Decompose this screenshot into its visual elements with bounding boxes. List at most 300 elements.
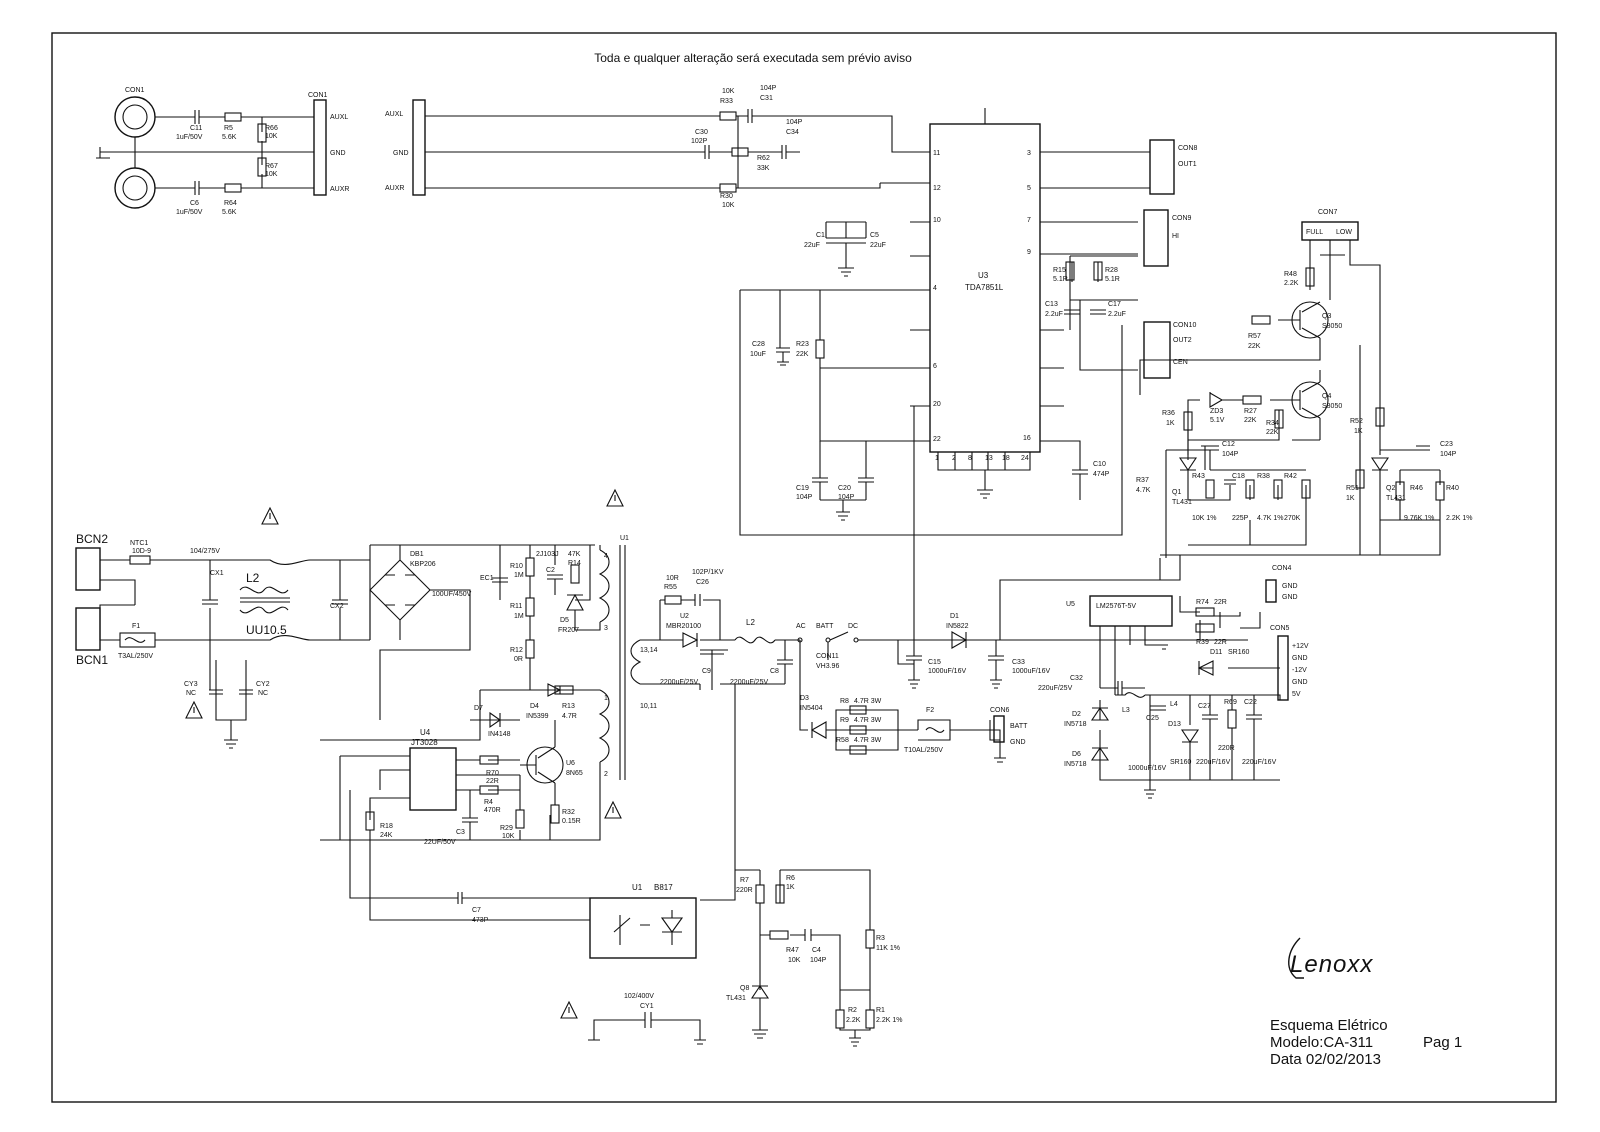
d4-ref: D4 [530,703,539,710]
con6-gnd: GND [1010,739,1026,746]
q4-val: S8050 [1322,403,1343,410]
con9-label: HI [1172,233,1179,240]
u3-pin-5: 5 [1027,185,1031,192]
c15-val: 1000uF/16V [928,668,967,675]
r43-val: 10K 1% [1192,515,1217,522]
c31-val: 104P [760,85,777,92]
d3-ref: D3 [800,695,809,702]
control-section [1136,209,1472,580]
q3-ref: Q3 [1322,313,1332,320]
d2-ref: D2 [1072,711,1081,718]
r55-val: 10R [666,575,679,582]
d7-val: IN4148 [488,731,511,738]
r9-val: 4.7R 3W [854,717,882,724]
c2-ref: C2 [546,567,555,574]
con10-out2: OUT2 [1173,337,1192,344]
q3-val: S8050 [1322,323,1343,330]
r38-ref: R38 [1257,473,1270,480]
con4-block [1266,580,1276,602]
r58-ref: R58 [836,737,849,744]
sec-pin-1314: 13,14 [640,647,658,654]
r70-ref: R70 [486,770,499,777]
con6-block [994,716,1004,742]
title-block-title: Esquema Elétrico [1270,1017,1388,1034]
warning-icon-2 [607,490,623,506]
c11-val: 1uF/50V [176,134,203,141]
c30-val: 102P [691,138,708,145]
r32-ref: R32 [562,809,575,816]
u3-ref: U3 [978,271,989,280]
c8-val: 2200uF/25V [730,679,769,686]
con7-ref: CON7 [1318,209,1338,216]
t1-pin-1: 1 [604,695,608,702]
c27-val: 220uF/16V [1196,759,1231,766]
r4-ref: R4 [484,799,493,806]
ntc1-val: 10D-9 [132,548,152,555]
zd3-val: 5.1V [1210,417,1225,424]
r51-ref: R51 [1346,485,1359,492]
amp-section [385,85,1198,620]
f2-ref: F2 [926,707,935,714]
u3-value: TDA7851L [965,283,1004,292]
r2-val: 2.2K [846,1017,861,1024]
l3-ref: L3 [1122,707,1130,714]
in-pin-auxl: AUXL [330,114,349,121]
r27-val: 22K [1244,417,1257,424]
r29-ref: R29 [500,825,513,832]
r6-ref: R6 [786,875,795,882]
c7-val: 473P [472,917,489,924]
con4-gnd2: GND [1282,594,1298,601]
r33-val: 10K [722,88,735,95]
in-pin-auxr: AUXR [330,186,350,193]
notice-text: Toda e qualquer alteração será executada sem prévio aviso [594,51,912,65]
c33-val: 1000uF/16V [1012,668,1051,675]
c20-ref: C20 [838,485,851,492]
c22-ref: C22 [1244,699,1257,706]
c4-val: 104P [810,957,827,964]
d4-val: IN5399 [526,713,549,720]
r13-ref: R13 [562,703,575,710]
u3-pin-1: 1 [935,455,939,462]
r37-val: 4.7K [1136,487,1151,494]
switch-batt: BATT [816,623,834,630]
con9-block [1144,210,1168,266]
c8-ref: C8 [770,668,779,675]
c25-val: 1000uF/16V [1128,765,1167,772]
c4-ref: C4 [812,947,821,954]
r43-ref: R43 [1192,473,1205,480]
r10-val: 1M [514,572,524,579]
bcn2-label: BCN2 [76,532,109,546]
cx1-val: 104/275V [190,548,220,555]
c3-ref: C3 [456,829,465,836]
c9-val: 2200uF/25V [660,679,699,686]
con5-ref: CON5 [1270,625,1290,632]
r5-ref: R5 [224,125,233,132]
warning-icon-1 [262,508,278,524]
con11-val: VH3.96 [816,663,840,670]
u1-optocoupler [590,898,696,958]
c6-val: 1uF/50V [176,209,203,216]
d11-ref: D11 [1210,649,1223,656]
r42-ref: R42 [1284,473,1297,480]
r40-ref: R40 [1446,485,1459,492]
c23-ref: C23 [1440,441,1453,448]
r5-val: 5.6K [222,134,237,141]
u1-val: B817 [654,883,673,892]
r69-ref: R69 [1224,699,1237,706]
c18-ref: C18 [1232,473,1245,480]
r12-ref: R12 [510,647,523,654]
d6-val: IN5718 [1064,761,1087,768]
amp-in-auxr: AUXR [385,185,405,192]
r11-ref: R11 [510,603,523,610]
r36-ref: R36 [1162,410,1175,417]
c9-ref: C9 [702,668,711,675]
u3-pin-10: 10 [933,217,941,224]
con5-pin4: GND [1292,679,1308,686]
u3-pin-2: 2 [952,455,956,462]
warning-icon-4 [605,802,621,818]
r18-ref: R18 [380,823,393,830]
brand-logo [1289,938,1374,978]
d1-val: IN5822 [946,623,969,630]
cx1-ref: CX1 [210,570,224,577]
input-section [96,87,349,216]
u2-val: MBR20100 [666,623,702,630]
c3-val: 22UF/50V [424,839,456,846]
r7-val: 220R [736,887,753,894]
r10-ref: R10 [510,563,523,570]
t1-pin-4: 4 [604,553,608,560]
d13-ref: D13 [1168,721,1181,728]
u3-pin-4: 4 [933,285,937,292]
c32-val: 220uF/25V [1038,685,1073,692]
con6-ref: CON6 [990,707,1010,714]
con1-header-label: CON1 [308,92,328,99]
c26-val: 102P/1KV [692,569,724,576]
d2-val: IN5718 [1064,721,1087,728]
u3-pin-18: 18 [1002,455,1010,462]
f1-ref: F1 [132,623,141,630]
r47-ref: R47 [786,947,799,954]
d11-val: SR160 [1228,649,1250,656]
title-block-page: Pag 1 [1423,1034,1463,1051]
r34-ref: R34 [1266,420,1279,427]
r66-val: 10K [265,133,278,140]
sec-l2-ref: L2 [746,618,755,627]
r2-ref: R2 [848,1007,857,1014]
c17-ref: C17 [1108,301,1121,308]
c23-val: 104P [1440,451,1457,458]
ec1-val: 100UF/450V [432,591,472,598]
c10-ref: C10 [1093,461,1106,468]
r34-val: 22K [1266,429,1279,436]
u6-val: 8N65 [566,770,583,777]
d13-val: SR160 [1170,759,1192,766]
r62-ref: R62 [757,155,770,162]
con10-ref: CON10 [1173,322,1197,329]
r70-val: 22R [486,778,499,785]
l4-ref: L4 [1170,701,1178,708]
con8-label: OUT1 [1178,161,1197,168]
u4-ref: U4 [420,728,431,737]
r3-ref: R3 [876,935,885,942]
c27-ref: C27 [1198,703,1211,710]
q8-val: TL431 [726,995,746,1002]
bcn1-label: BCN1 [76,653,109,667]
r1-ref: R1 [876,1007,885,1014]
r14-val: 47K [568,551,581,558]
db1-ref: DB1 [410,551,424,558]
con5-pin1: +12V [1292,643,1309,650]
u3-pin-11: 11 [933,150,941,157]
con1-jack-label: CON1 [125,87,145,94]
power-section [76,490,706,1044]
u4-val: JT3028 [411,738,438,747]
c17-val: 2.2uF [1108,311,1126,318]
r74-ref: R74 [1196,599,1209,606]
u3-pin-20: 20 [933,401,941,408]
r46-ref: R46 [1410,485,1423,492]
r8-val: 4.7R 3W [854,698,882,705]
u3-pin-3: 3 [1027,150,1031,157]
u3-pin-6: 6 [933,363,937,370]
c34-val: 104P [786,119,803,126]
r37-ref: R37 [1136,477,1149,484]
c11-ref: C11 [190,125,203,132]
c12-ref: C12 [1222,441,1235,448]
r62-val: 33K [757,165,770,172]
con8-block [1150,140,1174,194]
r74-val: 22R [1214,599,1227,606]
bcn2-block [76,548,100,590]
u3-pin-7: 7 [1027,217,1031,224]
title-block [1270,1017,1462,1068]
l2-ref: L2 [246,571,260,585]
c28-val: 10uF [750,351,766,358]
c20-val: 104P [838,494,855,501]
con5-pin5: 5V [1292,691,1301,698]
r40-val: 2.2K 1% [1446,515,1473,522]
f2-val: T10AL/250V [904,747,943,754]
r27-ref: R27 [1244,408,1257,415]
q1-ref: Q1 [1172,489,1182,496]
c28-ref: C28 [752,341,765,348]
title-block-date: Data 02/02/2013 [1270,1051,1381,1068]
q2-ref: Q2 [1386,485,1396,492]
r57-val: 22K [1248,343,1261,350]
c32-ref: C32 [1070,675,1083,682]
con7-low: LOW [1336,229,1352,236]
r6-val: 1K [786,884,795,891]
c18-val: 225P [1232,515,1249,522]
d7-ref: D7 [474,705,483,712]
bcn1-block [76,608,100,650]
con5-pin2: GND [1292,655,1308,662]
db1-val: KBP206 [410,561,436,568]
r30-val: 10K [722,202,735,209]
r28-ref: R28 [1105,267,1118,274]
r66-ref: R66 [265,125,278,132]
c19-ref: C19 [796,485,809,492]
r64-val: 5.6K [222,209,237,216]
r38-val: 4.7K 1% [1257,515,1284,522]
con10-block [1144,322,1170,378]
u5-ic [1090,596,1172,626]
r48-ref: R48 [1284,271,1297,278]
cy2-ref: CY2 [256,681,270,688]
c34-ref: C34 [786,129,799,136]
u4-ic [410,748,456,810]
r57-ref: R57 [1248,333,1261,340]
d3-val: IN5404 [800,705,823,712]
con10-cen: CEN [1173,359,1188,366]
r47-val: 10K [788,957,801,964]
r29-val: 10K [502,833,515,840]
r46-val: 9.76K 1% [1404,515,1435,522]
r39-ref: R39 [1196,639,1209,646]
r9-ref: R9 [840,717,849,724]
d6-ref: D6 [1072,751,1081,758]
rca-jack-bottom [115,168,155,208]
r23-val: 22K [796,351,809,358]
r30-ref: R30 [720,193,733,200]
c30-ref: C30 [695,129,708,136]
amp-in-gnd: GND [393,150,409,157]
r36-val: 1K [1166,420,1175,427]
r39-val: 22R [1214,639,1227,646]
t1-pin-3: 3 [604,625,608,632]
q8-ref: Q8 [740,985,750,992]
r23-ref: R23 [796,341,809,348]
con4-gnd1: GND [1282,583,1298,590]
sec-pin-1011: 10,11 [640,703,657,710]
c25-ref: C25 [1146,715,1159,722]
r14-ref: R14 [568,560,581,567]
r67-ref: R67 [265,163,278,170]
r51-val: 1K [1346,495,1355,502]
q1-val: TL431 [1172,499,1192,506]
u3-pin-8: 8 [968,455,972,462]
u3-pin-12: 12 [933,185,941,192]
r13-val: 4.7R [562,713,577,720]
u3-pin-13: 13 [985,455,993,462]
u1-ref: U1 [632,883,643,892]
c12-val: 104P [1222,451,1239,458]
c13-ref: C13 [1045,301,1058,308]
r7-ref: R7 [740,877,749,884]
u5-val: LM2576T-5V [1096,603,1137,610]
r52-val: 1K [1354,428,1363,435]
cy2-val: NC [258,690,269,697]
t1-pin-2: 2 [604,771,608,778]
con4-ref: CON4 [1272,565,1292,572]
u3-pin-9: 9 [1027,249,1031,256]
q4-ref: Q4 [1322,393,1332,400]
u3-pin-16: 16 [1023,435,1031,442]
con11-ref: CON11 [816,653,839,660]
c6-ref: C6 [190,200,199,207]
con9-ref: CON9 [1172,215,1192,222]
u3-pin-22: 22 [933,436,941,443]
rca-jack-top [115,97,155,137]
cy3-ref: CY3 [184,681,198,688]
c31-ref: C31 [760,95,773,102]
warning-icon-5 [561,1002,577,1018]
r58-val: 4.7R 3W [854,737,882,744]
c5-ref: C5 [870,232,879,239]
c2-val: 2J103J [536,551,559,558]
c10-val: 474P [1093,471,1110,478]
c33-ref: C33 [1012,659,1025,666]
zd3-ref: ZD3 [1210,408,1224,415]
c1-val: 22uF [804,242,820,249]
u2-ref: U2 [680,613,689,620]
c26-ref: C26 [696,579,709,586]
cy3-val: NC [186,690,197,697]
u3-pin-24: 24 [1021,455,1029,462]
c7-ref: C7 [472,907,481,914]
switch-dc: DC [848,623,859,630]
c13-val: 2.2uF [1045,311,1063,318]
d5-ref: D5 [560,617,569,624]
con5-pin3: -12V [1292,667,1307,674]
title-block-model: Modelo:CA-311 [1270,1034,1374,1051]
con6-batt: BATT [1010,723,1028,730]
t1-ref: U1 [620,535,629,542]
ec1-ref: EC1 [480,575,494,582]
c1-ref: C1 [816,232,825,239]
r11-val: 1M [514,613,524,620]
r42-val: 270K [1284,515,1301,522]
r15-val: 5.1R [1053,276,1068,283]
r64-ref: R64 [224,200,237,207]
r32-val: 0.15R [562,818,581,825]
c15-ref: C15 [928,659,941,666]
r33-ref: R33 [720,98,733,105]
u5-ref: U5 [1066,601,1075,608]
c22-val: 220uF/16V [1242,759,1277,766]
warning-icon-3 [186,702,202,718]
r12-val: 0R [514,656,523,663]
r67-val: 10K [265,171,278,178]
r8-ref: R8 [840,698,849,705]
r55-ref: R55 [664,584,677,591]
switch-ac: AC [796,623,806,630]
c19-val: 104P [796,494,813,501]
warning-icons [186,490,623,1018]
r3-val: 11K 1% [876,945,900,952]
con8-ref: CON8 [1178,145,1198,152]
in-pin-gnd: GND [330,150,346,157]
d1-ref: D1 [950,613,959,620]
r4-val: 470R [484,807,501,814]
u6-ref: U6 [566,760,575,767]
sheet-border [52,33,1556,1102]
r28-val: 5.1R [1105,276,1120,283]
r15-ref: R15 [1053,267,1066,274]
d5-val: FR207 [558,627,580,634]
r48-val: 2.2K [1284,280,1299,287]
cx2-ref: CX2 [330,603,344,610]
f1-val: T3AL/250V [118,653,154,660]
secondary-section [631,555,1309,1046]
r1-val: 2.2K 1% [876,1017,903,1024]
q2-val: TL431 [1386,495,1406,502]
r52-ref: R52 [1350,418,1363,425]
